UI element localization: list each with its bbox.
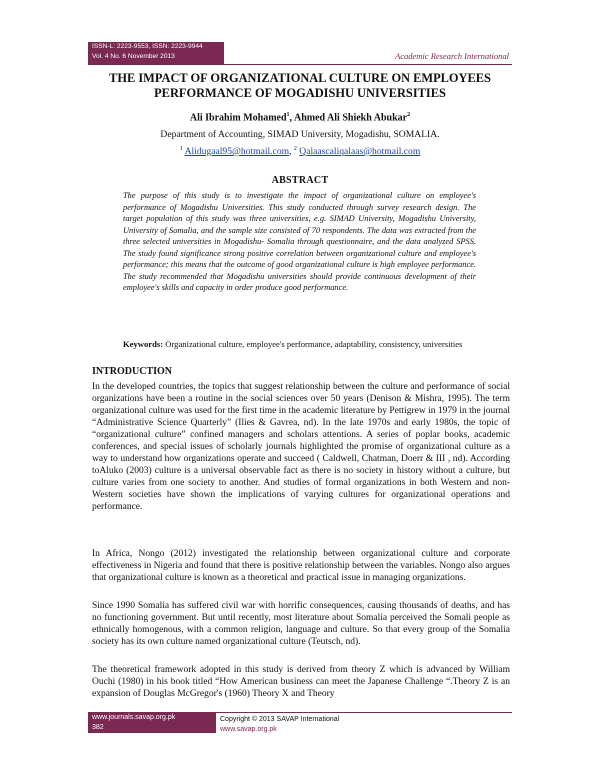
author-2: Ahmed Ali Shiekh Abukar bbox=[294, 112, 408, 124]
footer-savap-url: www.savap.org.pk bbox=[220, 726, 277, 733]
email-1-index: 1 bbox=[179, 146, 183, 152]
email-separator: , bbox=[289, 146, 294, 158]
author-1: Ali Ibrahim Mohamed bbox=[189, 112, 287, 124]
intro-paragraph-1: In the developed countries, the topics that suggest relationship between the culture and performance of social organizations have been a routine in the social sciences over 50 years (Denison & Mishra, 1995). The term organizational culture was used for the first time in the academic literature by Pettigrew in 1979 in the journal “Administrative Science Quarterly” (Ilies & Gavrea, nd). In the late 1970s and early 1980s, the topic of “organizational culture” confined managers and scholars attentions. A series of poplar books, academic conferences, and special issues of scholarly journals highlighted the promise of organizational culture as a way to understand how organizations operate and succeed ( Caldwell, Chatman, Doerr & III , nd). According toAluko (2003) culture is a universal observable fact as there is no society in history without a culture, but culture varies from one society to another. And studies of formal organizations in both Western and non-Western societies have shown the implications of varying cultures for organizational operations and performance. bbox=[92, 382, 510, 512]
keywords-label: Keywords: bbox=[123, 339, 164, 349]
abstract-heading: ABSTRACT bbox=[271, 175, 329, 186]
journal-name: Academic Research International bbox=[395, 51, 509, 61]
author-list bbox=[88, 112, 512, 123]
page-number: 382 bbox=[92, 724, 104, 731]
author-emails bbox=[88, 146, 512, 157]
introduction-heading: INTRODUCTION bbox=[92, 366, 173, 377]
email-2-index: 2 bbox=[293, 146, 297, 152]
title-line-2: PERFORMANCE OF MOGADISHU UNIVERSITIES bbox=[154, 86, 446, 100]
author-1-affiliation: 1 bbox=[286, 112, 290, 118]
keywords-list: Organizational culture, employee's performance, adaptability, consistency, universities bbox=[163, 339, 463, 349]
volume-text: Vol. 4 No. 6 November 2013 bbox=[92, 53, 175, 60]
footer-copyright-block bbox=[220, 715, 339, 735]
keywords bbox=[123, 339, 476, 351]
intro-paragraph-4: The theoretical framework adopted in this study is derived from theory Z which is advanced by William Ouchi (1980) in his book titled “How American business can meet the Japanese Challenge “.Theory Z is an expansion of Douglas McGregor's (1960) Theory X and Theory bbox=[92, 665, 510, 699]
footer-box bbox=[88, 713, 216, 733]
header-divider bbox=[88, 64, 512, 65]
author-2-affiliation: 2 bbox=[407, 112, 411, 118]
intro-paragraph-2: In Africa, Nongo (2012) investigated the relationship between organizational culture and corporate effectiveness in Nigeria and found that there is positive relationship between the variables. Nongo also argues that organizational culture is known as a theoretical and practical issue in managing organizations. bbox=[92, 549, 510, 583]
title-line-1: THE IMPACT OF ORGANIZATIONAL CULTURE ON EMPLOYEES bbox=[109, 71, 491, 85]
email-link-1[interactable]: Alidugaal95@hotmail.com bbox=[184, 146, 290, 158]
copyright-text: Copyright © 2013 SAVAP International bbox=[220, 716, 340, 723]
email-link-2[interactable]: Qalaascaliqalaas@hotmail.com bbox=[299, 146, 421, 158]
author-separator: , bbox=[289, 112, 294, 124]
issn-text: ISSN-L: 2223-9553, ISSN: 2223-9944 bbox=[92, 43, 203, 50]
paper-title bbox=[88, 71, 512, 101]
footer-journal-url: www.journals.savap.org.pk bbox=[92, 714, 176, 721]
department-affiliation: Department of Accounting, SIMAD University, Mogadishu, SOMALIA. bbox=[160, 129, 440, 140]
journal-issn-box bbox=[88, 42, 224, 64]
intro-paragraph-3: Since 1990 Somalia has suffered civil war with horrific consequences, causing thousands of deaths, and has no functioning government. But until recently, most literature about Somalia perceived the Somali people as ethnically homogenous, with a common religion, language and culture. So that every group of the Somalia society has its own culture named organizational culture (Teutsch, nd). bbox=[92, 601, 510, 647]
abstract-body: The purpose of this study is to investigate the impact of organizational culture on employee's performance of Mogadishu Universities. This study conducted through survey research design. The target population of this study was three universities, e.g. SIMAD University, Mogadishu University, University of Somalia, and the sample size consisted of 70 respondents. The data was extracted from the three selected universities in Mogadishu- Somalia through questionnaire, and the data analyzed SPSS. The study found significance strong positive correlation between organizational culture and employee's performance; this means that the outcome of good organizational culture is high employee performance. The study recommended that Mogadishu universities should provide continuous development of their employee's skills and capacity in order produce good performance. bbox=[123, 191, 476, 292]
